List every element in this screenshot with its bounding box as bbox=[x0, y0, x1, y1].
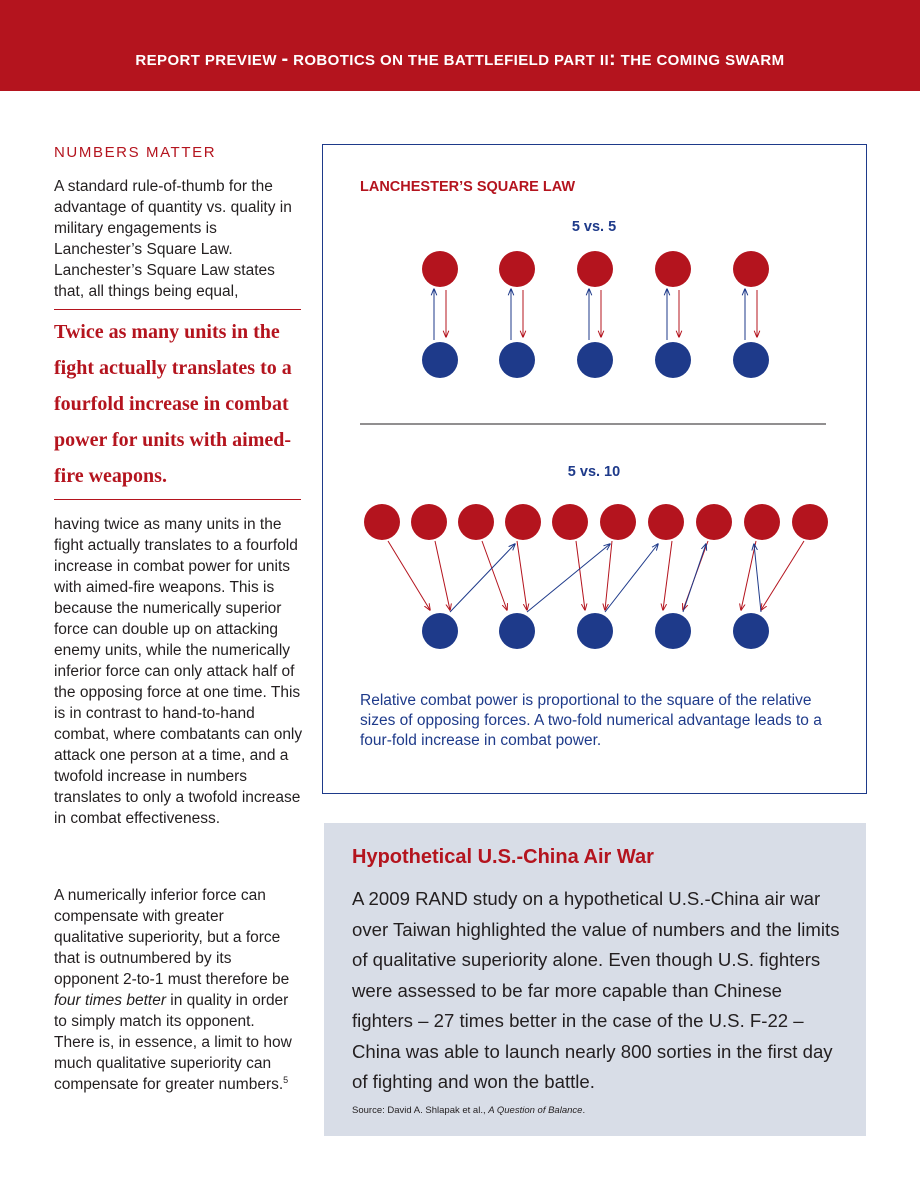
figure-title: LANCHESTER’S SQUARE LAW bbox=[360, 179, 576, 195]
sidebar-body: A 2009 RAND study on a hypothetical U.S.-China air war over Taiwan highlighted the value of numbers and the limits of qualitative superiority alone. Even though U.S. fighters were assessed to be far more capable than Chinese fighters – 27 times better in the case of the U.S. F-22 – China was able to launch nearly 800 sorties in the first day of fighting and won the battle. bbox=[352, 888, 840, 1092]
header-title-part2: ROBOTICS ON THE BATTLEFIELD PART II bbox=[293, 52, 610, 69]
paragraph-3-text-a: A numerically inferior force can compensate with greater qualitative superiority, but a force that is outnumbered by its opponent 2-to-1 must therefore be bbox=[54, 887, 290, 988]
report-header-banner bbox=[0, 0, 920, 91]
sidebar-source bbox=[352, 1105, 585, 1116]
header-title-part1: REPORT PREVIEW bbox=[135, 52, 277, 69]
source-suffix: . bbox=[582, 1105, 586, 1116]
header-title-part3: THE COMING SWARM bbox=[620, 52, 785, 69]
paragraph-3-text-b: in quality in order to simply match its opponent. There is, in essence, a limit to how much qualitative superiority can compensate for greater numbers. bbox=[54, 992, 292, 1093]
panel-label-5-vs-5: 5 vs. 5 bbox=[571, 219, 617, 235]
pull-quote-bottom-rule bbox=[54, 499, 301, 500]
section-label: NUMBERS MATTER bbox=[54, 144, 217, 161]
header-title-colon: : bbox=[609, 48, 617, 70]
report-header-title bbox=[0, 48, 920, 70]
source-title: A Question of Balance bbox=[488, 1105, 583, 1116]
panel-label-5-vs-10: 5 vs. 10 bbox=[567, 464, 621, 480]
footnote-marker: 5 bbox=[283, 1074, 289, 1085]
pull-quote-top-rule bbox=[54, 309, 301, 310]
article-paragraph-2: having twice as many units in the fight actually translates to a fourfold increase in combat power for units with aimed-fire weapons. This is because the numerically superior force can double up on attacking enemy units, while the numerically inferior force can only attack half of the opposing force at one time. This is in contrast to hand-to-hand combat, where combatants can only attack one person at a time, and a twofold increase in numbers translates to only a twofold increase in combat effectiveness. bbox=[54, 516, 303, 827]
sidebar-title: Hypothetical U.S.-China Air War bbox=[352, 846, 654, 868]
article-paragraph-3 bbox=[54, 885, 294, 1095]
pull-quote: Twice as many units in the fight actually translates to a fourfold increase in combat power for units with aimed-fire weapons. bbox=[54, 321, 292, 487]
article-paragraph-1: A standard rule-of-thumb for the advantage of quantity vs. quality in military engagements is Lanchester’s Square Law. Lanchester’s Square Law states that, all things being equal, bbox=[54, 178, 292, 300]
paragraph-3-emphasis: four times better bbox=[54, 992, 166, 1009]
source-prefix: Source: David A. Shlapak et al., bbox=[352, 1105, 489, 1116]
header-title-separator: - bbox=[281, 48, 289, 70]
figure-caption: Relative combat power is proportional to the square of the relative sizes of opposing forces. A two-fold numerical advantage leads to a four-fold increase in combat power. bbox=[360, 692, 822, 749]
